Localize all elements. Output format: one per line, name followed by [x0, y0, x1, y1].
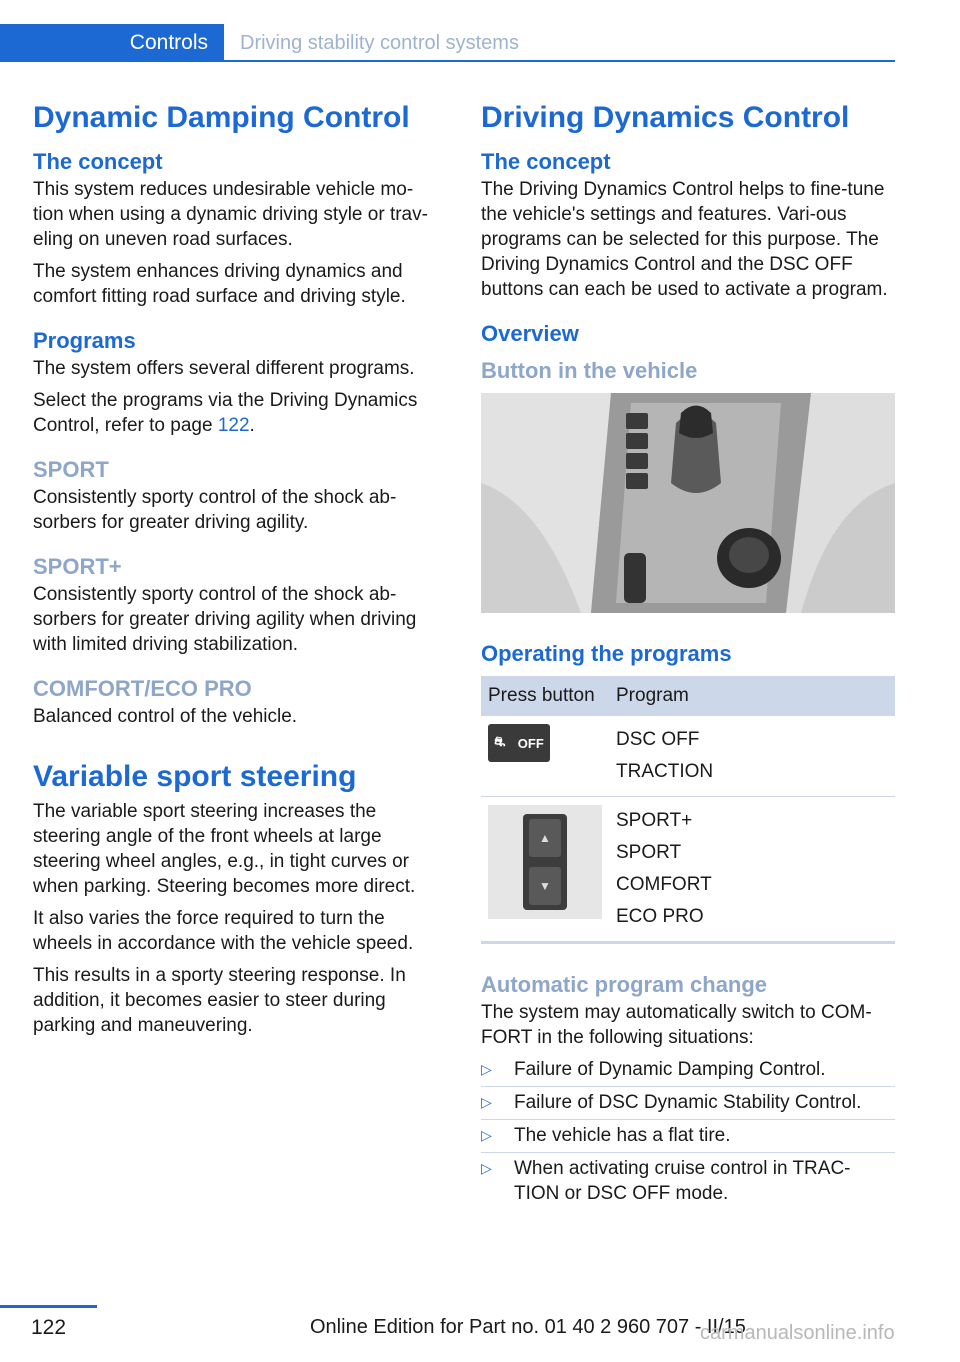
left-column: [33, 96, 443, 1038]
variable-steering-title: Variable sport steering: [33, 760, 357, 793]
page-footer: [0, 1300, 960, 1362]
sport-plus-heading: SPORT+: [33, 554, 122, 579]
automatic-change-heading: Automatic program change: [481, 972, 768, 997]
edition-note: Online Edition for Part no. 01 40 2 960 707 - II/15: [310, 1316, 746, 1338]
triangle-bullet-icon: ▷: [481, 1061, 492, 1077]
driving-dynamics-title: Driving Dynamics Control: [481, 101, 850, 134]
column-program: Program: [609, 676, 895, 716]
programs-paragraph-1: The system offers several different programs.: [33, 358, 415, 379]
list-item: ▷ Failure of Dynamic Damping Control.: [481, 1057, 895, 1087]
triangle-bullet-icon: ▷: [481, 1094, 492, 1110]
concept-heading: The concept: [33, 149, 163, 174]
dsc-off-label: OFF: [517, 735, 544, 751]
program-eco-pro: ECO PRO: [616, 906, 704, 927]
column-press-button: Press button: [481, 676, 609, 716]
program-comfort: COMFORT: [616, 874, 712, 895]
program-sport-plus: SPORT+: [616, 810, 693, 831]
header-rule: [224, 60, 895, 62]
steering-paragraph-2: It also varies the force required to turn the wheels in accordance with the vehicle speed.: [33, 908, 414, 954]
list-item: ▷ Failure of DSC Dynamic Stability Control.: [481, 1090, 895, 1120]
comfort-eco-text: Balanced control of the vehicle.: [33, 706, 298, 727]
automatic-change-paragraph: The system may automatically switch to COM-FORT in the following situations:: [481, 1002, 872, 1048]
footer-rule: [0, 1305, 97, 1308]
right-column: [481, 96, 895, 1213]
triangle-bullet-icon: ▷: [481, 1160, 492, 1176]
sport-plus-text: Consistently sporty control of the shock ab-sorbers for greater driving agility when driving with limited driving stabilization.: [33, 584, 417, 655]
list-item: ▷ When activating cruise control in TRAC-TION or DSC OFF mode.: [481, 1158, 851, 1204]
list-item: ▷ The vehicle has a flat tire.: [481, 1123, 895, 1153]
situations-list: [481, 1057, 895, 1210]
section-tab[interactable]: Controls: [0, 24, 224, 62]
overview-heading: Overview: [481, 321, 579, 346]
concept-paragraph-1: This system reduces undesirable vehicle mo-tion when using a dynamic driving style or trav-eling on uneven road surfaces.: [33, 179, 428, 250]
watermark: carmanualsonline.info: [700, 1322, 895, 1344]
car-skid-icon: ⛐: [494, 734, 506, 749]
center-console-photo: [481, 393, 895, 613]
table-row: [481, 716, 895, 797]
dsc-off-button[interactable]: [488, 724, 550, 762]
dynamic-damping-title: Dynamic Damping Control: [33, 101, 410, 134]
page-ref-link[interactable]: 122: [217, 415, 250, 436]
programs-heading: Programs: [33, 328, 136, 353]
up-arrow-icon[interactable]: ▲: [529, 819, 561, 857]
right-concept-heading: The concept: [481, 149, 611, 174]
program-sport: SPORT: [616, 842, 682, 863]
comfort-eco-heading: COMFORT/ECO PRO: [33, 676, 252, 701]
table-header-row: [481, 676, 895, 716]
steering-paragraph-3: This results in a sporty steering response. In addition, it becomes easier to steer during parking and maneuvering.: [33, 965, 406, 1036]
button-in-vehicle-heading: Button in the vehicle: [481, 358, 698, 383]
console-illustration: [481, 393, 895, 613]
right-concept-paragraph: The Driving Dynamics Control helps to fine-tune the vehicle's settings and features. Vari-ous programs can be selected for this purpose. The Driving Dynamics Control and the DSC OFF buttons can each be used to activate a program.: [481, 179, 888, 300]
operating-programs-heading: Operating the programs: [481, 641, 732, 666]
driving-dynamics-switch[interactable]: [488, 805, 602, 919]
sport-heading: SPORT: [33, 457, 109, 482]
page-number: 122: [30, 1316, 67, 1339]
programs-paragraph-2: Select the programs via the Driving Dynamics Control, refer to page 122.: [33, 390, 418, 436]
programs-table: [481, 676, 895, 944]
page-header: [0, 0, 895, 62]
sport-text: Consistently sporty control of the shock ab-sorbers for greater driving agility.: [33, 487, 397, 533]
program-dsc-off: DSC OFF: [616, 729, 700, 750]
table-row: [481, 797, 895, 943]
concept-paragraph-2: The system enhances driving dynamics and comfort fitting road surface and driving style.: [33, 261, 406, 307]
program-traction: TRACTION: [616, 761, 714, 782]
breadcrumb[interactable]: Driving stability control systems: [240, 32, 519, 54]
down-arrow-icon[interactable]: ▼: [529, 867, 561, 905]
triangle-bullet-icon: ▷: [481, 1127, 492, 1143]
steering-paragraph-1: The variable sport steering increases the steering angle of the front wheels at large steering wheel angles, e.g., in tight curves or when parking. Steering becomes more direct.: [33, 801, 416, 897]
